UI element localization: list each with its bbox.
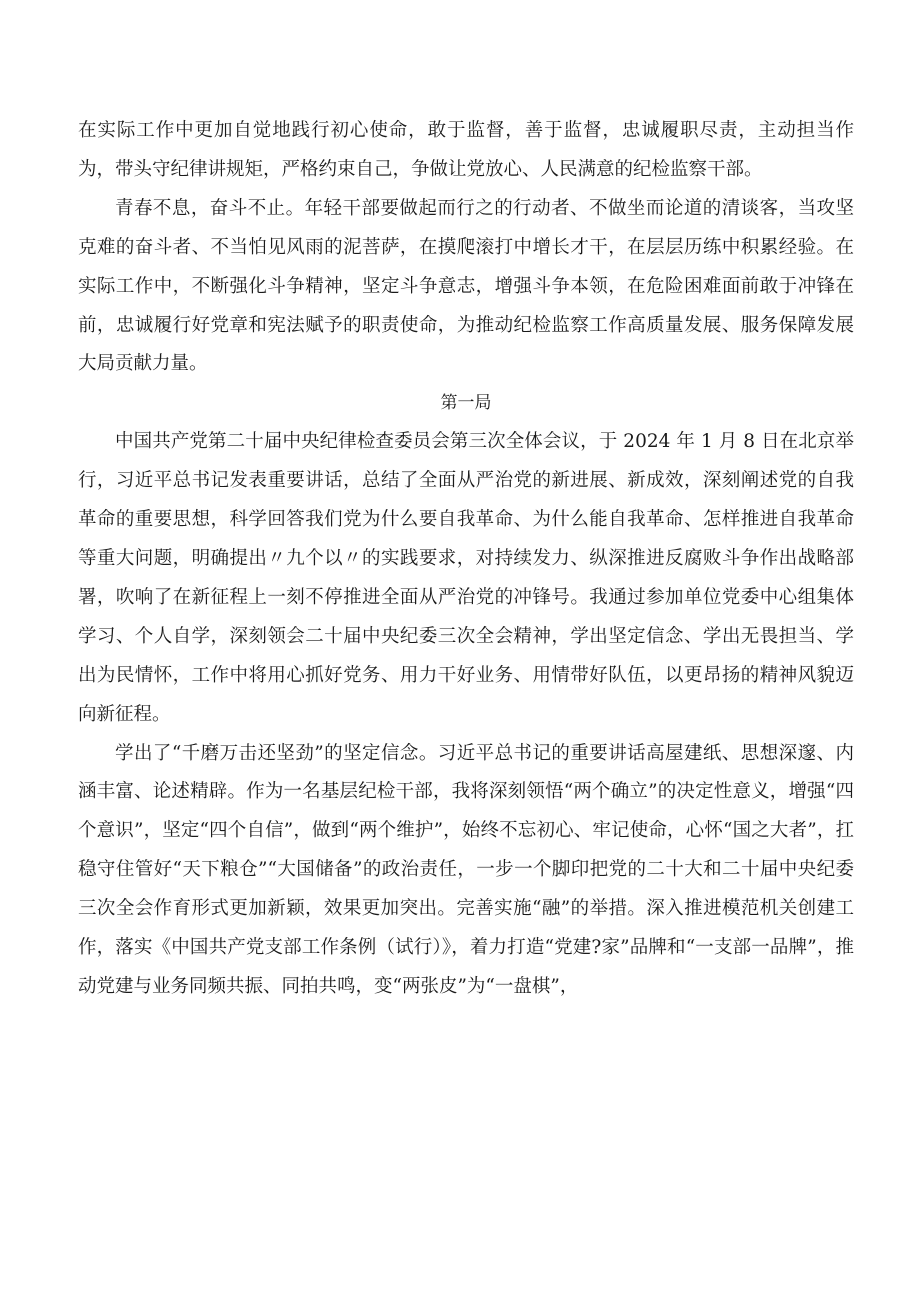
paragraph-youth: 青春不息，奋斗不止。年轻干部要做起而行之的行动者、不做坐而论道的清谈客，当攻坚克难的奋斗者、不当怕见风雨的泥菩萨，在摸爬滚打中增长才干，在层层历练中积累经验。在实际工作中，不断强化斗争精神，坚定斗争意志，增强斗争本领，在危险困难面前敢于冲锋在前，忠诚履行好党章和宪法赋予的职责使命，为推动纪检监察工作高质量发展、服务保障发展大局贡献力量。 bbox=[78, 197, 854, 375]
paragraph-plenary-session: 中国共产党第二十届中央纪律检查委员会第三次全体会议，于 2024 年 1 月 8 日在北京举行，习近平总书记发表重要讲话，总结了全面从严治党的新进展、新成效，深刻阐述党的自我革命的重要思想，科学回答我们党为什么要自我革命、为什么能自我革命、怎样推进自我革命等重大问题，明确提出〃九个以〃的实践要求，对持续发力、纵深推进反腐败斗争作出战略部署，吹响了在新征程上一刻不停推进全面从严治党的冲锋号。我通过参加单位党委中心组集体学习、个人自学，深刻领会二十届中央纪委三次全会精神，学出坚定信念、学出无畏担当、学出为民情怀，工作中将用心抓好党务、用力干好业务、用情带好队伍，以更昂扬的精神风貌迈向新征程。 bbox=[78, 431, 854, 725]
paragraph-firm-belief: 学出了“千磨万击还坚劲”的坚定信念。习近平总书记的重要讲话高屋建纸、思想深邃、内涵丰富、论述精辟。作为一名基层纪检干部，我将深刻领悟“两个确立”的决定性意义，增强“四个意识”，坚定“四个自信”，做到“两个维护”，始终不忘初心、牢记使命，心怀“国之大者”，扛稳守住管好“天下粮仓”“大国储备”的政治责任，一步一个脚印把党的二十大和二十届中央纪委三次全会作育形式更加新颖，效果更加突出。完善实施“融”的举措。深入推进模范机关创建工作，落实《中国共产党支部工作条例（试行）》，着力打造“党建?家”品牌和“一支部一品牌”，推动党建与业务同频共振、同拍共鸣，变“两张皮”为“一盘棋”， bbox=[78, 742, 854, 997]
section-heading: 第一局 bbox=[440, 393, 492, 414]
document-page bbox=[78, 112, 854, 1007]
paragraph-duty: 在实际工作中更加自觉地践行初心使命，敢于监督，善于监督，忠诚履职尽责，主动担当作为，带头守纪律讲规矩，严格约束自己，争做让党放心、人民满意的纪检监察干部。 bbox=[78, 120, 854, 180]
